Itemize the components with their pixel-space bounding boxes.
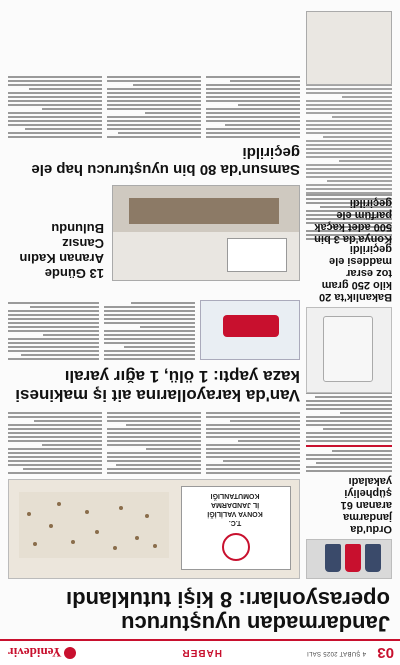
samsun-photo <box>112 185 300 281</box>
samsun-story <box>8 70 300 138</box>
woman-found-headline: 13 Günde Aranan Kadın Cansız Bulundu <box>19 221 104 281</box>
logo-text: Yenidevir <box>8 645 62 660</box>
konya-headline: Konya'da 3 bin 500 adet kaçak parfüm ele geçirildi <box>314 197 392 245</box>
wanted-story <box>306 372 392 579</box>
boots-photo <box>306 539 392 579</box>
accident-headline: Van'da karayollarına ait iş makinesi kaza yaptı: 1 ölü, 1 ağır yaralı <box>15 367 300 405</box>
lead-story <box>8 406 300 579</box>
evidence-table <box>129 198 279 224</box>
perfume-photo <box>306 11 392 85</box>
logo-mark-icon <box>64 647 76 659</box>
page-number: 03 <box>377 644 394 661</box>
banner-text: T.C. KONYA VALİLİĞİ İL JANDARMA KOMUTANLIĞI <box>207 492 263 526</box>
banner-icon <box>227 238 287 272</box>
wanted-headline: Ordu'da jandarma aranan 61 şüpheliyi yakaladı <box>340 475 392 535</box>
samsun-headline: Samsun'da 80 bin uyuşturucu hap ele geçirildi <box>31 144 300 178</box>
lead-body <box>8 406 300 474</box>
masthead <box>0 639 400 665</box>
gendarmerie-banner <box>181 486 291 570</box>
seized-pills <box>19 492 169 558</box>
package-icon <box>323 316 373 382</box>
accident-photo <box>200 300 300 360</box>
date-line: 4 ŞUBAT 2025 SALI <box>306 650 366 656</box>
seized-package-photo <box>306 307 392 393</box>
accident-body <box>104 300 195 360</box>
emblem-icon <box>222 533 250 561</box>
section-label: HABER <box>181 647 222 658</box>
drugs-seized-headline: Bakanlık'ta 20 kilo 250 gram toz esrar maddesi ele geçirildi <box>319 243 392 303</box>
logo <box>8 644 76 660</box>
accident-story <box>8 296 300 360</box>
vehicle-icon <box>223 315 279 337</box>
boot-icon <box>365 544 381 572</box>
boot-icon <box>345 544 361 572</box>
lead-headline: Jandarmadan uyuşturucu operasyonları: 8 kişi tutuklandı <box>66 587 390 636</box>
boot-icon <box>325 544 341 572</box>
lead-photo <box>8 479 300 579</box>
